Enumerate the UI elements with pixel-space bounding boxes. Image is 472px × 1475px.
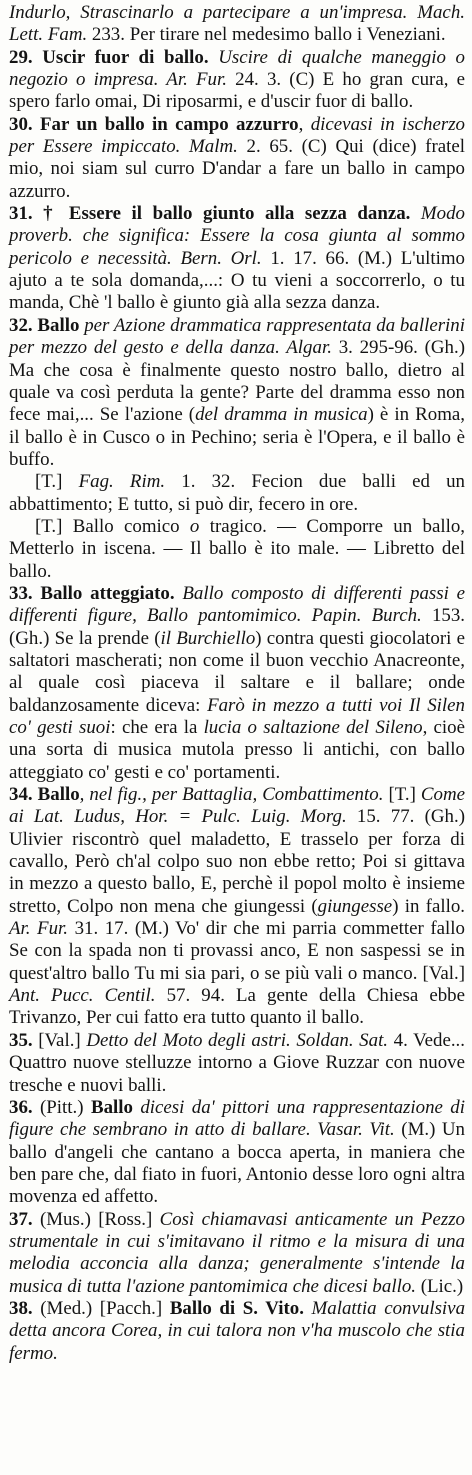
entry-italic-text: giungesse xyxy=(317,895,393,917)
entry-italic-text: Uscire di qualche maneggio o negozio o impresa. Ar. Fur. xyxy=(9,46,465,91)
entry-text: (Pitt.) xyxy=(32,1096,84,1118)
entry-text: 1. 17. 66. (M.) L'ultimo ajuto a te sola domanda,...: O tu vieni a soccorrerlo, o tu manda, Chè 'l ballo è giunto già alla sezza danza. xyxy=(9,247,465,314)
dictionary-entry xyxy=(9,47,465,114)
entry-text: [T.] xyxy=(35,471,63,493)
entry-text: 24. 3. (C) E ho gran cura, e spero farlo omai, Di riposarmi, e d'uscir fuor di ballo. xyxy=(9,69,465,113)
dictionary-entry xyxy=(9,784,465,1030)
entry-number: 34. xyxy=(9,784,33,806)
dictionary-entry xyxy=(9,2,465,47)
dictionary-entry xyxy=(9,583,465,784)
entry-headword: Ballo xyxy=(83,1096,133,1118)
entry-text: 57. 94. La gente della Chiesa ebbe Trivanzo, Per cui fatto era tutto quanto il ballo. xyxy=(9,985,465,1029)
entry-italic-text: Ant. Pucc. Centil. xyxy=(9,985,156,1007)
entry-italic-text: per Azione drammatica rappresentata da ballerini per mezzo del gesto e della danza. Algar. xyxy=(9,314,465,359)
entry-text: 233. Per tirare nel medesimo ballo i Veneziani. xyxy=(87,24,446,46)
entry-italic-text: Indurlo, Strascinarlo a partecipare a un'impresa. Mach. Lett. Fam. xyxy=(9,2,465,46)
dictionary-entry xyxy=(9,471,465,516)
entry-italic-text: Come ai Lat. Ludus, Hor. = Pulc. Luig. Morg. xyxy=(9,784,466,828)
entry-italic-text: Ar. Fur. xyxy=(9,918,69,940)
entry-headword: Far un ballo in campo azzurro xyxy=(32,113,299,135)
entry-text: 1. 32. Fecion due balli ed un abbattimento; E tutto, si può dir, fecero in ore. xyxy=(9,471,465,515)
obsolete-dagger-mark: † xyxy=(43,203,59,225)
entry-headword: Essere il ballo giunto alla sezza danza. xyxy=(58,203,411,225)
entry-number: 33. xyxy=(9,582,33,604)
entry-text: 2. 65. (C) Qui (dice) fratel mio, noi siam sul curro D'andar a fare un ballo in campo azzurro. xyxy=(9,136,465,202)
entry-italic-text: Farò in mezzo a tutti voi Il Silen co' gesti suoi xyxy=(9,694,465,738)
entry-number: 30. xyxy=(9,113,33,135)
dictionary-entry xyxy=(9,315,465,471)
entry-headword: Ballo atteggiato. xyxy=(32,582,175,604)
entry-text: ) è in Roma, il ballo è in Cusco o in Pechino; seria è l'Opera, e il ballo è buffo. xyxy=(9,404,465,470)
entry-headword: Ballo di S. Vito. xyxy=(162,1297,304,1319)
entry-italic-text: , nel fig., per Battaglia, Combattimento. xyxy=(79,784,384,806)
dictionary-entry xyxy=(9,114,465,203)
entry-text: ) in fallo. xyxy=(392,895,465,917)
entry-text: : che era la xyxy=(110,717,204,738)
entry-text: 3. 295-96. (Gh.) Ma che cosa è finalmente questo nostro ballo, dietro al quale va così perduta la gente? Parte del dramma esso non fece mai,... Se l'azione ( xyxy=(9,337,466,426)
entry-text: [T.] Ballo comico xyxy=(35,515,190,537)
dictionary-entry xyxy=(9,1298,465,1365)
dictionary-entry xyxy=(9,203,465,315)
entry-text: tragico. — Comporre un ballo, Metterlo in iscena. — Il ballo è ito male. — Libretto del ballo. xyxy=(9,515,465,582)
entry-italic-text: Ballo composto di differenti passi e differenti figure, Ballo pantomimico. Papin. Burch. xyxy=(9,582,465,627)
entry-italic-text: il Burchiello xyxy=(160,627,256,649)
entry-text: , cioè una sorta di musica mutola presso li antichi, con ballo atteggiato co' gesti e co' portamenti. xyxy=(9,717,466,783)
entry-number: 32. xyxy=(9,314,33,336)
entry-text: [Val.] xyxy=(32,1029,81,1051)
entry-text: (Mus.) [Ross.] xyxy=(32,1208,153,1230)
entry-number: 31. xyxy=(9,203,44,225)
entry-text: 31. 17. (M.) Vo' dir che mi parria commetter fallo Se con la spada non ti provassi anco, E non saspessi se in quest'altro ballo Tu mi sia pari, o se più vali o manco. [Val.] xyxy=(9,918,465,984)
entry-italic-text: o xyxy=(189,515,200,537)
entry-number: 36. xyxy=(9,1096,33,1118)
entry-number: 38. xyxy=(9,1297,33,1319)
entry-text: 15. 77. (Gh.) Ulivier riscontrò quel maladetto, E trasselo per forza di cavallo, Però ch'al colpo suo non ebbe retto; Poi si gittava in mezzo a questo ballo, E, perchè il popol molto è insieme stretto, Colpo non mena che giungessi ( xyxy=(9,806,465,917)
entry-italic-text: lucia o saltazione del Sileno xyxy=(203,717,423,738)
entry-number: 37. xyxy=(9,1208,33,1230)
entry-text: (Med.) [Pacch.] xyxy=(32,1297,163,1319)
entry-italic-text: Detto del Moto degli astri. Soldan. Sat. xyxy=(80,1029,389,1051)
entry-number: 29. xyxy=(9,46,33,68)
entry-headword: Ballo xyxy=(32,314,80,336)
entry-text: (M.) Un ballo d'angeli che cantano a bocca aperta, in maniera che ben pare che, dal fiato in fuori, Antonio desse loro ogni altra movenza ed affetto. xyxy=(9,1119,465,1208)
entry-headword: Ballo xyxy=(32,784,80,806)
entry-number: 35. xyxy=(9,1029,33,1051)
entry-text: , xyxy=(298,113,311,135)
dictionary-entry xyxy=(9,1097,465,1209)
dictionary-entry xyxy=(9,516,465,583)
entry-text: [T.] xyxy=(383,784,416,806)
entry-italic-text: Modo proverb. che significa: Essere la cosa giunta al sommo pericolo e necessità. Bern. Orl. xyxy=(9,203,465,269)
entry-italic-text: dicesi da' pittori una rappresentazione di figure che sembrano in atto di ballare. Vasar. Vit. xyxy=(9,1096,465,1141)
dictionary-entry xyxy=(9,1030,465,1097)
entry-text: (Lic.) xyxy=(416,1275,464,1297)
entry-text: ) contra questi giocolatori e saltatori mascherati; non come il buon vecchio Anacreonte, al quale così piaceva il saltare e il ballare; onde baldanzosamente diceva: xyxy=(9,627,465,716)
entry-text: 153. (Gh.) Se la prende ( xyxy=(9,605,466,649)
entry-headword: Uscir fuor di ballo. xyxy=(32,46,209,68)
entry-italic-text: del dramma in musica xyxy=(195,404,368,426)
entry-italic-text: Malattia convulsiva detta ancora Corea, in cui talora non v'ha muscolo che stia fermo. xyxy=(9,1297,466,1364)
entry-text: 4. Vede... Quattro nuove stelluzze intorno a Giove Ruzzar con nuove tresche e nuovi balli. xyxy=(9,1029,466,1096)
entry-italic-text: dicevasi in ischerzo per Essere impiccato. Malm. xyxy=(9,113,465,158)
entry-italic-text: Così chiamavasi anticamente un Pezzo strumentale in cui s'imitavano il ritmo e la misura di una melodia acconcia alla danza; generalmente s'intende la musica di tutta l'azione pantomimica che dicesi ballo. xyxy=(9,1208,465,1297)
entry-italic-text: Fag. Rim. xyxy=(62,471,166,493)
dictionary-entry xyxy=(9,1209,465,1298)
